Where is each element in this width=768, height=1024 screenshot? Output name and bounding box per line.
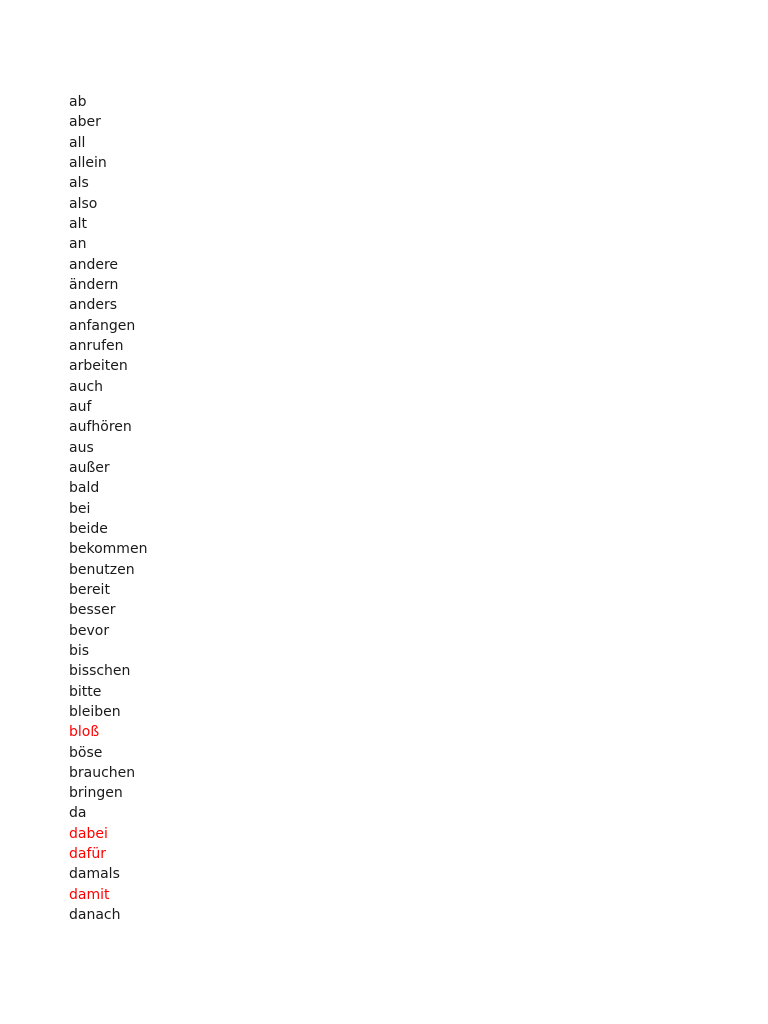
list-item: besser: [69, 602, 116, 619]
list-item: bringen: [69, 785, 123, 802]
list-item: brauchen: [69, 764, 136, 781]
list-item: all: [69, 134, 86, 151]
list-item: arbeiten: [69, 358, 128, 375]
list-item: böse: [69, 744, 103, 761]
list-item: beide: [69, 520, 108, 537]
list-item: bitte: [69, 683, 102, 700]
highlighted-word: damit: [69, 886, 110, 903]
list-item: bereit: [69, 581, 110, 598]
list-item: bald: [69, 480, 100, 497]
list-item: bei: [69, 500, 91, 517]
list-item: aus: [69, 439, 94, 456]
list-item: damals: [69, 866, 120, 883]
highlighted-word: dafür: [69, 846, 107, 863]
list-item: anders: [69, 297, 118, 314]
list-item: bevor: [69, 622, 110, 639]
list-item: als: [69, 175, 89, 192]
list-item: aber: [69, 114, 101, 131]
list-item: anfangen: [69, 317, 136, 334]
list-item: außer: [69, 459, 110, 476]
highlighted-word: dabei: [69, 825, 108, 842]
list-item: allein: [69, 154, 107, 171]
list-item: anrufen: [69, 337, 124, 354]
highlighted-word: bloß: [69, 724, 100, 741]
list-item: benutzen: [69, 561, 135, 578]
list-item: da: [69, 805, 87, 822]
list-item: an: [69, 236, 87, 253]
list-item: aufhören: [69, 419, 132, 436]
list-item: auf: [69, 398, 92, 415]
word-list: [69, 92, 147, 925]
list-item: also: [69, 195, 98, 212]
list-item: bis: [69, 642, 90, 659]
list-item: ändern: [69, 276, 119, 293]
list-item: bleiben: [69, 703, 121, 720]
list-item: alt: [69, 215, 87, 232]
list-item: auch: [69, 378, 104, 395]
list-item: ab: [69, 94, 87, 110]
list-item: andere: [69, 256, 119, 273]
list-item: bisschen: [69, 663, 131, 680]
list-item: bekommen: [69, 541, 148, 558]
list-item: danach: [69, 907, 121, 924]
